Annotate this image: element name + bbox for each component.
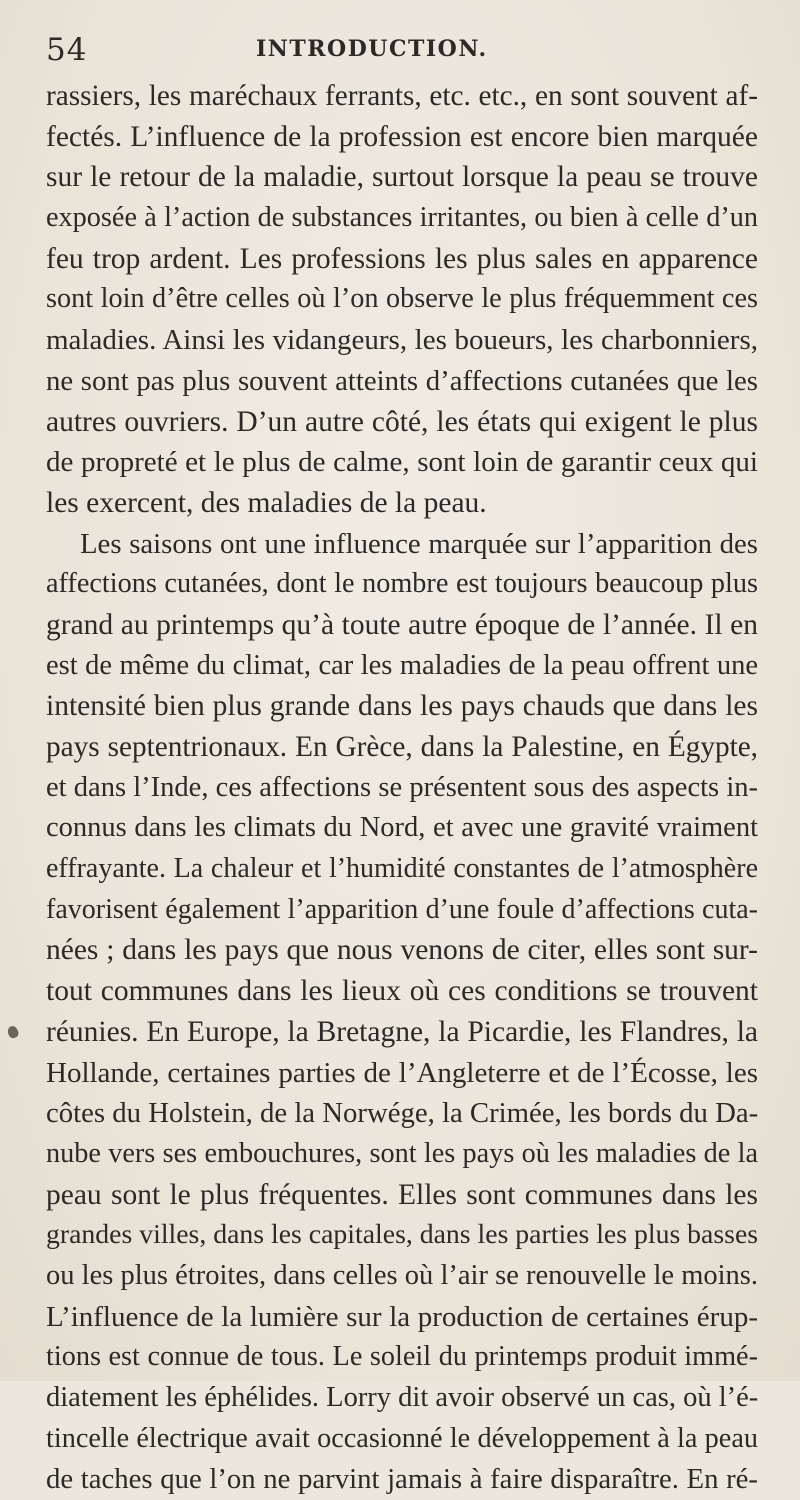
text-line: grand au printemps qu’à toute autre époque de l’année. Il en: [46, 608, 758, 641]
text-line: grandes villes, dans les capitales, dans les parties les plus basses: [46, 1219, 759, 1251]
text-line: nube vers ses embouchures, sont les pays où les maladies de la: [46, 1137, 758, 1169]
text-line: exposée à l’action de substances irritantes, ou bien à celle d’un: [46, 202, 758, 234]
text-line: feu trop ardent. Les professions les plus sales en apparence: [46, 242, 758, 275]
text-line: tincelle électrique avait occasionné le développement à la peau: [46, 1422, 758, 1454]
text-line: diatement les éphélides. Lorry dit avoir observé un cas, où l’é-: [46, 1382, 759, 1413]
text-line: peau sont le plus fréquentes. Elles sont communes dans les: [46, 1178, 758, 1211]
text-line: pays septentrionaux. En Grèce, dans la Palestine, en Égypte,: [46, 731, 758, 763]
text-line: tout communes dans les lieux où ces conditions se trouvent: [46, 975, 758, 1008]
text-line: connus dans les climats du Nord, et avec une gravité vraiment: [46, 812, 758, 844]
text-line: fectés. L’influence de la profession est encore bien marquée: [46, 120, 758, 153]
text-line: est de même du climat, car les maladies de la peau offrent une: [46, 649, 758, 681]
text-line: réunies. En Europe, la Bretagne, la Picardie, les Flandres, la: [46, 1015, 758, 1048]
running-head: INTRODUCTION.: [256, 36, 488, 62]
text-line: Hollande, certaines parties de l’Angleterre et de l’Écosse, les: [46, 1056, 758, 1089]
text-line: les exercent, des maladies de la peau.: [46, 486, 487, 519]
text-line: effrayante. La chaleur et l’humidité constantes de l’atmosphère: [46, 853, 758, 885]
text-line: intensité bien plus grande dans les pays chauds que dans les: [46, 690, 758, 723]
text-line: sur le retour de la maladie, surtout lorsque la peau se trouve: [46, 161, 758, 194]
text-line: autres ouvriers. D’un autre côté, les états qui exigent le plus: [46, 405, 758, 438]
text-line: Les saisons ont une influence marquée sur l’apparition des: [80, 527, 758, 560]
paragraph-1: [46, 76, 758, 524]
text-line: et dans l’Inde, ces affections se présentent sous des aspects in-: [46, 771, 758, 803]
text-line: rassiers, les maréchaux ferrants, etc. etc., en sont souvent af-: [46, 80, 758, 112]
page-header: [46, 32, 756, 72]
text-line: tions est connue de tous. Le soleil du printemps produit immé-: [46, 1341, 758, 1373]
text-line: nées ; dans les pays que nous venons de citer, elles sont sur-: [46, 934, 758, 967]
text-line: affections cutanées, dont le nombre est toujours beaucoup plus: [46, 568, 758, 600]
paragraph-2: [46, 524, 758, 1500]
text-line: de taches que l’on ne parvint jamais à faire disparaître. En ré-: [46, 1463, 758, 1496]
text-line: ou les plus étroites, dans celles où l’air se renouvelle le moins.: [46, 1259, 758, 1291]
text-line: favorisent également l’apparition d’une foule d’affections cuta-: [46, 893, 758, 925]
text-line: L’influence de la lumière sur la production de certaines érup-: [46, 1300, 758, 1333]
text-line: maladies. Ainsi les vidangeurs, les boueurs, les charbonniers,: [46, 324, 758, 357]
body-text: [46, 76, 758, 1500]
page-number: 54: [46, 32, 88, 68]
margin-ink-spot: [6, 1025, 20, 1040]
text-line: de propreté et le plus de calme, sont loin de garantir ceux qui: [46, 446, 758, 479]
text-line: côtes du Holstein, de la Norwége, la Crimée, les bords du Da-: [46, 1097, 759, 1130]
text-line: sont loin d’être celles où l’on observe le plus fréquemment ces: [46, 283, 758, 315]
text-line: ne sont pas plus souvent atteints d’affections cutanées que les: [46, 364, 758, 397]
